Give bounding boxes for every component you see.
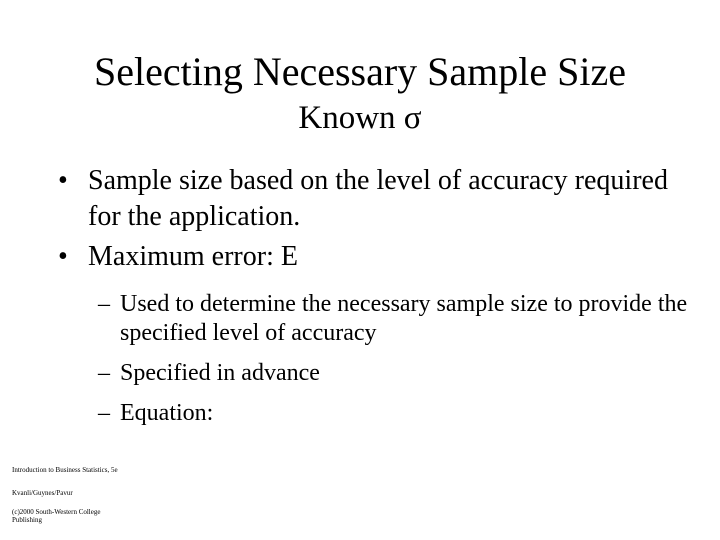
sub-bullet-item bbox=[98, 359, 708, 388]
sub-bullet-text: Equation: bbox=[120, 400, 214, 426]
sub-bullet-marker: – bbox=[98, 291, 110, 317]
sub-bullet-marker: – bbox=[98, 400, 110, 426]
bullet-list bbox=[58, 163, 698, 279]
sub-bullet-list bbox=[98, 290, 708, 439]
sub-bullet-item bbox=[98, 399, 708, 428]
bullet-item bbox=[58, 163, 698, 235]
footer-authors: Kvanli/Guynes/Pavur bbox=[12, 489, 73, 497]
sub-bullet-text: Specified in advance bbox=[120, 360, 320, 386]
sub-bullet-item bbox=[98, 290, 708, 348]
sub-bullet-marker: – bbox=[98, 360, 110, 386]
bullet-text: Maximum error: E bbox=[88, 241, 298, 272]
slide-title: Selecting Necessary Sample Size bbox=[93, 49, 627, 94]
bullet-text: Sample size based on the level of accuracy required for the application. bbox=[88, 165, 668, 232]
bullet-marker: • bbox=[58, 241, 68, 272]
footer-copyright: (c)2000 South-Western College Publishing bbox=[12, 508, 101, 524]
footer-book-title: Introduction to Business Statistics, 5e bbox=[12, 466, 118, 474]
slide-subtitle: Known σ bbox=[298, 100, 422, 136]
sub-bullet-text: Used to determine the necessary sample size to provide the specified level of accuracy bbox=[120, 291, 688, 346]
bullet-item bbox=[58, 239, 698, 275]
bullet-marker: • bbox=[58, 165, 68, 196]
